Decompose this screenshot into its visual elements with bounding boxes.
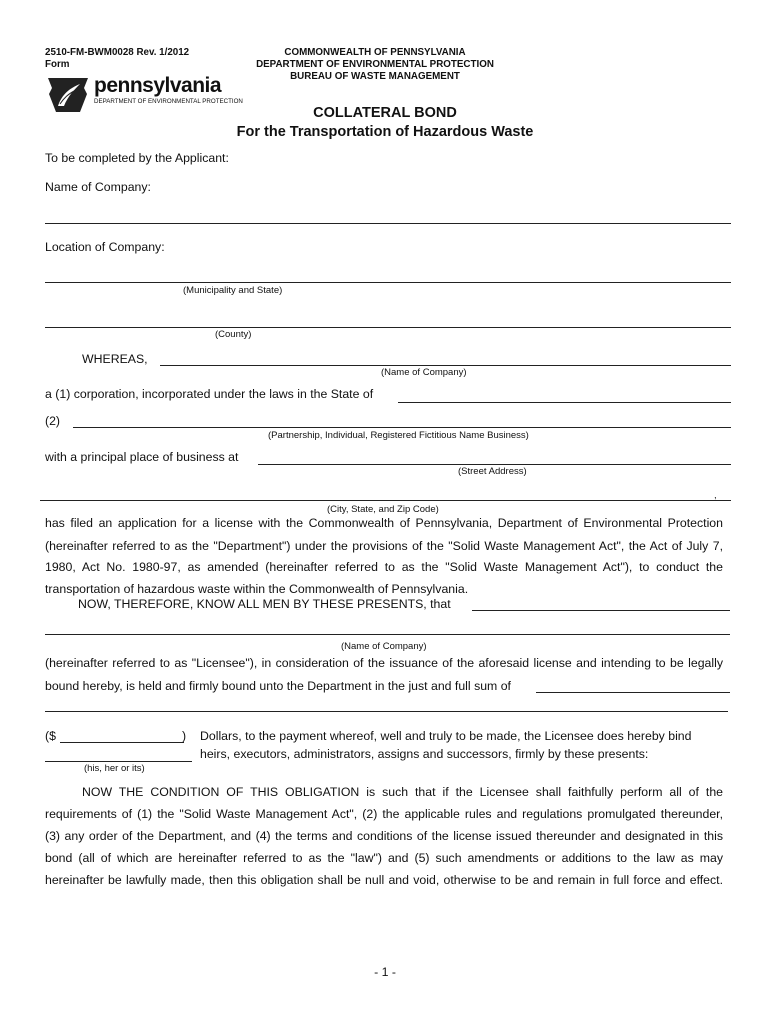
city-caption: (City, State, and Zip Code) [327,504,439,515]
form-label: Form [45,59,70,70]
corporation-text: a (1) corporation, incorporated under the laws in the State of [45,387,374,401]
title-line-2: For the Transportation of Hazardous Waste [236,124,534,140]
street-caption: (Street Address) [458,466,527,477]
para1-line-1: has filed an application for a license with the Commonwealth of Pennsylvania, Department of Environmental Protection [45,516,723,530]
amount-line[interactable] [60,742,184,743]
para3-line-5: hereinafter be lawfully made, then this obligation shall be null and void, otherwise to be and remain in full force and effect. [45,873,723,887]
licensee-name-caption: (Name of Company) [341,641,427,652]
whereas-company-caption: (Name of Company) [381,367,467,378]
amount-close: ) [182,729,187,743]
whereas-label: WHEREAS, [82,352,148,366]
agency-line-2: DEPARTMENT OF ENVIRONMENTAL PROTECTION [256,59,494,70]
now-therefore-text: NOW, THEREFORE, KNOW ALL MEN BY THESE PRESENTS, that [78,597,451,611]
agency-block [230,47,520,83]
title-line-1: COLLATERAL BOND [313,105,457,121]
para1-line-2: (hereinafter referred to as the "Department") under the provisions of the "Solid Waste Management Act", the Act of July 7, [45,539,723,553]
form-number: 2510-FM-BWM0028 Rev. 1/2012 [45,47,190,58]
page-number: - 1 - [374,965,396,979]
document-title [0,104,770,142]
para2-line-2: bound hereby, is held and firmly bound unto the Department in the just and full sum of [45,679,511,693]
sum-line[interactable] [536,692,730,693]
agency-line-1: COMMONWEALTH OF PENNSYLVANIA [284,47,466,58]
principal-place-label: with a principal place of business at [45,450,239,464]
dollars-line-1: Dollars, to the payment whereof, well and truly to be made, the Licensee does hereby bind [200,729,692,743]
his-her-caption: (his, her or its) [84,763,145,774]
para1-line-4: transportation of hazardous waste within the Commonwealth of Pennsylvania. [45,582,469,596]
para3-line-4: bond (all of which are hereinafter referred to as the "law") and (5) such amendments or additions to the law as may [45,851,723,865]
street-line[interactable] [258,464,731,465]
dollars-line-2: heirs, executors, administrators, assigns and successors, firmly by these presents: [200,747,649,761]
name-of-company-line[interactable] [45,223,731,224]
para2-line-1: (hereinafter referred to as "Licensee"), in consideration of the issuance of the aforesaid license and intending to be legally [45,656,723,670]
partnership-line[interactable] [73,427,731,428]
whereas-company-line[interactable] [160,365,731,366]
state-line[interactable] [398,402,731,403]
municipality-caption: (Municipality and State) [183,285,283,296]
municipality-line[interactable] [45,282,731,283]
name-of-company-label: Name of Company: [45,180,151,194]
his-her-line[interactable] [45,761,192,762]
partnership-caption: (Partnership, Individual, Registered Fictitious Name Business) [268,430,529,441]
county-line[interactable] [45,327,731,328]
city-comma: , [714,490,717,501]
logo-subtitle: DEPARTMENT OF ENVIRONMENTAL PROTECTION [94,98,243,105]
para3-line-2: requirements of (1) the "Solid Waste Management Act", (2) the applicable rules and regulations promulgated thereunder, [45,807,723,821]
item-2-label: (2) [45,414,61,428]
city-line[interactable] [40,500,731,501]
para3-line-3: (3) any order of the Department, and (4) the terms and conditions of the license issued thereunder and designated in this [45,829,723,843]
para3-line-1: NOW THE CONDITION OF THIS OBLIGATION is such that if the Licensee shall faithfully perform all of the [82,785,723,799]
county-caption: (County) [215,329,252,340]
amount-open: ($ [45,729,56,743]
now-therefore-line[interactable] [472,610,730,611]
licensee-name-line[interactable] [45,634,730,635]
logo-wordmark: pennsylvania [94,74,222,97]
location-of-company-label: Location of Company: [45,240,165,254]
agency-line-3: BUREAU OF WASTE MANAGEMENT [290,71,460,82]
sum-words-line[interactable] [45,711,728,712]
intro-text: To be completed by the Applicant: [45,151,229,165]
para1-line-3: 1980, Act No. 1980-97, as amended (hereinafter referred to as the "Solid Waste Management Act"), to conduct the [45,560,723,574]
